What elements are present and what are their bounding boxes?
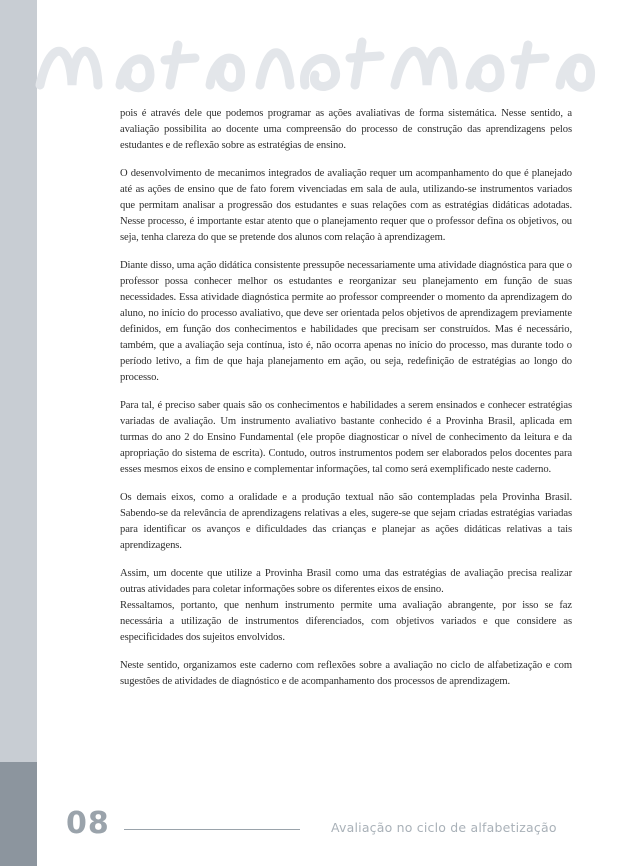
paragraph-6: Assim, um docente que utilize a Provinha Brasil como uma das estratégias de avaliação precisa realizar outras atividades para coletar informações sobre os diferentes eixos de ensino.	[120, 568, 572, 595]
paragraph-4: Para tal, é preciso saber quais são os conhecimentos e habilidades a serem ensinados e conhecer estratégias variadas de avaliação. Um instrumento avaliativo bastante conhecido é a Provinha Brasil, aplicada em turmas do ano 2 do Ensino Fundamental (ele propõe diagnosticar o nível de conhecimento da leitura e da apropriação do sistema de escrita). Contudo, outros instrumentos podem ser elaborados pelos docentes para esses mesmos eixos de ensino e complementar informações, tal como será exemplificado neste caderno.	[120, 400, 572, 475]
paragraph-5: Os demais eixos, como a oralidade e a produção textual não são contempladas pela Provinha Brasil. Sabendo-se da relevância de aprendizagens relativas a eles, sugere-se que sejam criadas estratégias variadas para identificar os avanços e dificuldades das crianças e planejar as ações didáticas relativas a tais aprendizagens.	[120, 492, 572, 551]
side-bar-accent	[0, 762, 37, 866]
paragraph-1: pois é através dele que podemos programar as ações avaliativas de forma sistemática. Nesse sentido, a avaliação possibilita ao docente uma compreensão do processo de construção das aprendizagens pelos estudantes e de reflexão sobre as estratégias de ensino.	[120, 108, 572, 151]
paragraph-8: Neste sentido, organizamos este caderno com reflexões sobre a avaliação no ciclo de alfabetização e com sugestões de atividades de diagnóstico e de acompanhamento dos processos de aprendizagem.	[120, 660, 572, 687]
body-text	[120, 106, 572, 702]
paragraph-3: Diante disso, uma ação didática consistente pressupõe necessariamente uma atividade diagnóstica para que o professor possa conhecer melhor os estudantes e reorganizar seu planejamento em função de suas necessidades. Essa atividade diagnóstica permite ao professor compreender o momento da aprendizagem do aluno, no início do processo avaliativo, que deve ser orientada pelos objetivos de aprendizagem previamente definidos, em função dos conhecimentos e habilidades que precisam ser construídos. Mas é necessário, também, que a avaliação seja contínua, isto é, não ocorra apenas no início do processo, mas durante todo o período letivo, a fim de que haja planejamento em ação, ou seja, redefinição de estratégias ao longo do processo.	[120, 260, 572, 383]
footer-divider	[124, 829, 300, 830]
paragraph-2: O desenvolvimento de mecanimos integrados de avaliação requer um acompanhamento do que é planejado até as ações de ensino que de fato forem vivenciadas em sala de aula, utilizando-se instrumentos variados que permitam analisar a progressão dos estudantes e suas relações com as estratégias didáticas adotadas. Nesse processo, é importante estar atento que o planejamento requer que o professor defina os objetivos, ou seja, tenha clareza do que se pretende dos alunos com relação à aprendizagem.	[120, 168, 572, 243]
decorative-script-watermark	[0, 30, 638, 100]
footer-title: Avaliação no ciclo de alfabetização	[331, 820, 557, 835]
paragraph-7: Ressaltamos, portanto, que nenhum instrumento permite uma avaliação abrangente, por isso se faz necessária a utilização de instrumentos diferenciados, com objetivos variados e que considere as especificidades dos sujeitos envolvidos.	[120, 600, 572, 643]
page-number: 08	[66, 806, 110, 841]
side-bar	[0, 0, 37, 866]
